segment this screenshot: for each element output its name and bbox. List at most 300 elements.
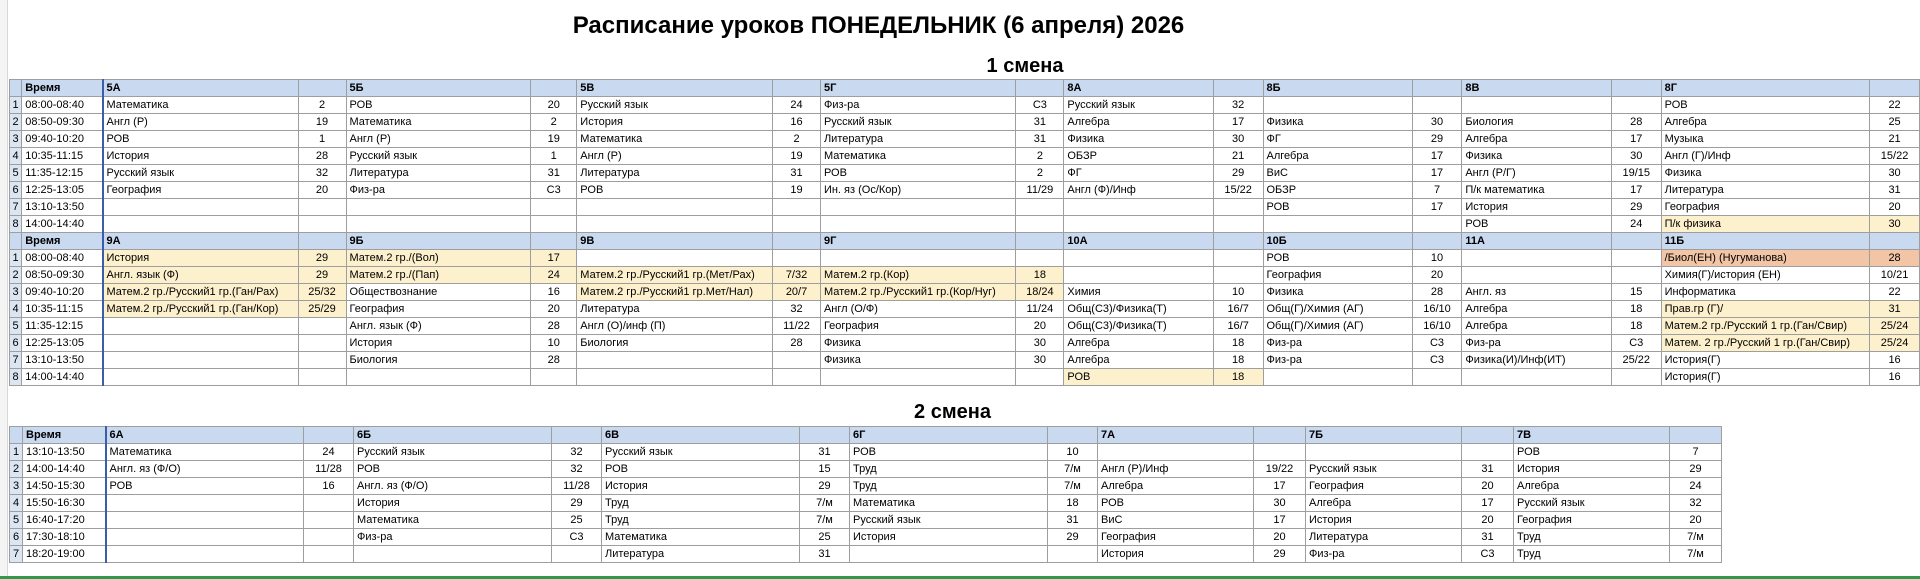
class-header[interactable]: 11А (1462, 233, 1612, 250)
subject-cell[interactable]: Англ. яз (Ф/О) (106, 461, 304, 478)
lesson-time[interactable]: 09:40-10:20 (22, 284, 103, 301)
class-header-room[interactable] (1213, 233, 1263, 250)
subject-cell[interactable]: История (1098, 546, 1254, 563)
lesson-time[interactable]: 09:40-10:20 (22, 131, 103, 148)
room-cell[interactable]: 17 (1611, 131, 1661, 148)
room-cell[interactable]: 11/28 (304, 461, 354, 478)
room-cell[interactable] (298, 352, 346, 369)
subject-cell[interactable]: Русский язык (850, 512, 1048, 529)
room-cell[interactable] (304, 512, 354, 529)
subject-cell[interactable]: Русский язык (354, 444, 552, 461)
class-header[interactable]: 10Б (1263, 233, 1412, 250)
class-header[interactable]: 5Г (820, 80, 1015, 97)
subject-cell[interactable] (1064, 199, 1213, 216)
subject-cell[interactable]: РОВ (850, 444, 1048, 461)
subject-cell[interactable]: Физика (1263, 284, 1412, 301)
class-header[interactable]: 6Г (850, 427, 1048, 444)
lesson-number[interactable]: 3 (10, 131, 22, 148)
subject-cell[interactable]: Физика (820, 335, 1015, 352)
room-cell[interactable]: 24 (1611, 216, 1661, 233)
time-header[interactable]: Время (22, 80, 103, 97)
subject-cell[interactable] (1462, 250, 1612, 267)
subject-cell[interactable]: Англ (Р) (103, 114, 299, 131)
subject-cell[interactable]: Русский язык (103, 165, 299, 182)
subject-cell[interactable] (577, 369, 773, 386)
room-cell[interactable]: 16/10 (1412, 318, 1462, 335)
room-cell[interactable]: 16 (531, 284, 577, 301)
subject-cell[interactable]: Биология (1462, 114, 1612, 131)
subject-cell[interactable]: Матем.2 гр./Русский1 гр.Мет/Нал) (577, 284, 773, 301)
subject-cell[interactable]: Алгебра (1263, 148, 1412, 165)
room-cell[interactable]: 2 (1016, 165, 1064, 182)
room-cell[interactable]: 15/22 (1213, 182, 1263, 199)
room-cell[interactable]: 16/10 (1412, 301, 1462, 318)
room-cell[interactable] (1213, 267, 1263, 284)
lesson-number[interactable]: 6 (10, 182, 22, 199)
class-header[interactable]: 9В (577, 233, 773, 250)
room-cell[interactable]: 20 (1016, 318, 1064, 335)
lesson-time[interactable]: 08:00-08:40 (22, 97, 103, 114)
room-cell[interactable]: 19 (298, 114, 346, 131)
room-cell[interactable]: 17 (531, 250, 577, 267)
subject-cell[interactable]: Матем.2 гр./Русский 1 гр.(Ган/Свир) (1661, 318, 1870, 335)
row-number-cell[interactable] (10, 233, 22, 250)
subject-cell[interactable]: География (103, 182, 299, 199)
subject-cell[interactable]: РОВ (1263, 199, 1412, 216)
subject-cell[interactable] (1263, 216, 1412, 233)
subject-cell[interactable]: РОВ (577, 182, 773, 199)
class-header[interactable]: 10А (1064, 233, 1213, 250)
lesson-time[interactable]: 14:00-14:40 (22, 216, 103, 233)
lesson-number[interactable]: 7 (10, 199, 22, 216)
room-cell[interactable]: 31 (800, 444, 850, 461)
class-header-room[interactable] (304, 427, 354, 444)
room-cell[interactable]: 16 (773, 114, 821, 131)
room-cell[interactable]: 25 (1870, 114, 1920, 131)
class-header[interactable]: 8Б (1263, 80, 1412, 97)
room-cell[interactable] (773, 352, 821, 369)
room-cell[interactable]: 10/21 (1870, 267, 1920, 284)
subject-cell[interactable]: РОВ (1263, 250, 1412, 267)
room-cell[interactable]: 20 (1412, 267, 1462, 284)
subject-cell[interactable]: История (354, 495, 552, 512)
lesson-number[interactable]: 7 (10, 352, 22, 369)
room-cell[interactable]: 16 (1870, 352, 1920, 369)
lesson-time[interactable]: 08:50-09:30 (22, 114, 103, 131)
subject-cell[interactable]: Ин. яз (Ос/Кор) (820, 182, 1015, 199)
subject-cell[interactable] (1306, 444, 1462, 461)
room-cell[interactable]: 28 (1412, 284, 1462, 301)
room-cell[interactable]: 30 (1870, 216, 1920, 233)
room-cell[interactable]: 29 (800, 478, 850, 495)
room-cell[interactable]: 20 (1870, 199, 1920, 216)
subject-cell[interactable]: Информатика (1661, 284, 1870, 301)
subject-cell[interactable]: Физика (820, 352, 1015, 369)
subject-cell[interactable]: Русский язык (1514, 495, 1670, 512)
lesson-number[interactable]: 3 (10, 284, 22, 301)
subject-cell[interactable]: Физ-ра (354, 529, 552, 546)
lesson-number[interactable]: 1 (10, 250, 22, 267)
subject-cell[interactable] (577, 352, 773, 369)
room-cell[interactable]: 32 (298, 165, 346, 182)
row-number-cell[interactable] (10, 80, 22, 97)
room-cell[interactable] (773, 369, 821, 386)
class-header-room[interactable] (1016, 233, 1064, 250)
room-cell[interactable]: 2 (773, 131, 821, 148)
class-header[interactable]: 8В (1462, 80, 1612, 97)
class-header-room[interactable] (1412, 233, 1462, 250)
room-cell[interactable]: 18 (1016, 267, 1064, 284)
room-cell[interactable]: С3 (1412, 352, 1462, 369)
room-cell[interactable]: 19/15 (1611, 165, 1661, 182)
room-cell[interactable]: 19 (773, 182, 821, 199)
room-cell[interactable]: 17 (1254, 478, 1306, 495)
room-cell[interactable]: 29 (1213, 165, 1263, 182)
subject-cell[interactable]: Алгебра (1661, 114, 1870, 131)
subject-cell[interactable]: Литература (577, 165, 773, 182)
subject-cell[interactable]: Обществознание (346, 284, 531, 301)
subject-cell[interactable]: Русский язык (577, 97, 773, 114)
time-header[interactable]: Время (23, 427, 106, 444)
time-header[interactable]: Время (22, 233, 103, 250)
room-cell[interactable]: 31 (531, 165, 577, 182)
subject-cell[interactable]: Математика (850, 495, 1048, 512)
subject-cell[interactable] (577, 216, 773, 233)
room-cell[interactable]: 31 (1870, 182, 1920, 199)
lesson-time[interactable]: 11:35-12:15 (22, 165, 103, 182)
room-cell[interactable]: 28 (531, 352, 577, 369)
room-cell[interactable] (298, 199, 346, 216)
room-cell[interactable]: 17 (1412, 148, 1462, 165)
subject-cell[interactable]: Англ. язык (Ф) (103, 267, 299, 284)
subject-cell[interactable]: Англ. язык (Ф) (346, 318, 531, 335)
room-cell[interactable] (298, 216, 346, 233)
class-header-room[interactable] (1611, 80, 1661, 97)
class-header-room[interactable] (773, 233, 821, 250)
subject-cell[interactable]: Труд (1514, 546, 1670, 563)
lesson-number[interactable]: 8 (10, 369, 22, 386)
room-cell[interactable]: 7/м (1048, 478, 1098, 495)
room-cell[interactable]: 11/29 (1016, 182, 1064, 199)
subject-cell[interactable]: П/к математика (1462, 182, 1612, 199)
room-cell[interactable]: 7/32 (773, 267, 821, 284)
room-cell[interactable]: 22 (1870, 284, 1920, 301)
room-cell[interactable] (1611, 250, 1661, 267)
room-cell[interactable]: 25/29 (298, 301, 346, 318)
room-cell[interactable]: 17 (1611, 182, 1661, 199)
subject-cell[interactable] (103, 335, 299, 352)
subject-cell[interactable]: Литература (577, 301, 773, 318)
room-cell[interactable]: 30 (1016, 352, 1064, 369)
class-header[interactable]: 7Б (1306, 427, 1462, 444)
subject-cell[interactable]: ФГ (1064, 165, 1213, 182)
subject-cell[interactable]: История (602, 478, 800, 495)
class-header-room[interactable] (531, 80, 577, 97)
subject-cell[interactable]: География (346, 301, 531, 318)
subject-cell[interactable]: РОВ (820, 165, 1015, 182)
room-cell[interactable] (1213, 250, 1263, 267)
room-cell[interactable]: 32 (1670, 495, 1722, 512)
subject-cell[interactable]: География (1514, 512, 1670, 529)
class-header-room[interactable] (1462, 427, 1514, 444)
subject-cell[interactable]: Русский язык (1306, 461, 1462, 478)
room-cell[interactable]: 31 (1870, 301, 1920, 318)
class-header[interactable]: 9А (103, 233, 299, 250)
subject-cell[interactable]: Труд (850, 461, 1048, 478)
subject-cell[interactable]: Математика (602, 529, 800, 546)
room-cell[interactable] (531, 216, 577, 233)
room-cell[interactable] (1016, 216, 1064, 233)
subject-cell[interactable]: География (1263, 267, 1412, 284)
room-cell[interactable] (1213, 199, 1263, 216)
subject-cell[interactable]: Русский язык (346, 148, 531, 165)
subject-cell[interactable]: Физика (1064, 131, 1213, 148)
room-cell[interactable]: 21 (1870, 131, 1920, 148)
room-cell[interactable]: 29 (1048, 529, 1098, 546)
subject-cell[interactable]: Литература (1661, 182, 1870, 199)
room-cell[interactable] (1412, 216, 1462, 233)
room-cell[interactable]: 11/22 (773, 318, 821, 335)
subject-cell[interactable] (106, 512, 304, 529)
room-cell[interactable]: 7/м (1670, 529, 1722, 546)
class-header[interactable]: 11Б (1661, 233, 1870, 250)
room-cell[interactable]: 20/7 (773, 284, 821, 301)
room-cell[interactable] (1016, 199, 1064, 216)
room-cell[interactable]: 19 (773, 148, 821, 165)
room-cell[interactable]: 30 (1611, 148, 1661, 165)
lesson-time[interactable]: 14:00-14:40 (22, 369, 103, 386)
subject-cell[interactable]: РОВ (1462, 216, 1612, 233)
lesson-time[interactable]: 14:00-14:40 (23, 461, 106, 478)
class-header-room[interactable] (552, 427, 602, 444)
subject-cell[interactable]: Литература (346, 165, 531, 182)
room-cell[interactable] (1048, 546, 1098, 563)
subject-cell[interactable]: ФГ (1263, 131, 1412, 148)
subject-cell[interactable]: Матем.2 гр.(Кор) (820, 267, 1015, 284)
room-cell[interactable]: 18 (1213, 352, 1263, 369)
room-cell[interactable] (773, 250, 821, 267)
room-cell[interactable]: 25/22 (1611, 352, 1661, 369)
subject-cell[interactable]: Матем.2 гр./(Пап) (346, 267, 531, 284)
subject-cell[interactable]: Матем.2 гр./(Вол) (346, 250, 531, 267)
room-cell[interactable] (1611, 369, 1661, 386)
subject-cell[interactable]: История (103, 250, 299, 267)
subject-cell[interactable]: Физика (1661, 165, 1870, 182)
room-cell[interactable] (304, 495, 354, 512)
room-cell[interactable] (298, 318, 346, 335)
class-header-room[interactable] (1870, 80, 1920, 97)
subject-cell[interactable]: Литература (1306, 529, 1462, 546)
room-cell[interactable] (304, 529, 354, 546)
room-cell[interactable]: 15/22 (1870, 148, 1920, 165)
room-cell[interactable]: 19/22 (1254, 461, 1306, 478)
subject-cell[interactable]: История(Г) (1661, 352, 1870, 369)
subject-cell[interactable] (1263, 369, 1412, 386)
class-header[interactable]: 9Б (346, 233, 531, 250)
subject-cell[interactable]: РОВ (1064, 369, 1213, 386)
room-cell[interactable]: С3 (1016, 97, 1064, 114)
room-cell[interactable] (1412, 97, 1462, 114)
class-header-room[interactable] (298, 80, 346, 97)
room-cell[interactable]: 30 (1412, 114, 1462, 131)
class-header-room[interactable] (1254, 427, 1306, 444)
room-cell[interactable]: 20 (531, 97, 577, 114)
room-cell[interactable]: 31 (1016, 131, 1064, 148)
room-cell[interactable] (531, 199, 577, 216)
subject-cell[interactable] (820, 369, 1015, 386)
subject-cell[interactable]: Физика (1462, 148, 1612, 165)
lesson-time[interactable]: 12:25-13:05 (22, 182, 103, 199)
subject-cell[interactable]: Математика (577, 131, 773, 148)
room-cell[interactable]: 32 (552, 461, 602, 478)
lesson-number[interactable]: 8 (10, 216, 22, 233)
room-cell[interactable]: 24 (773, 97, 821, 114)
lesson-number[interactable]: 5 (10, 512, 23, 529)
room-cell[interactable] (531, 369, 577, 386)
subject-cell[interactable]: РОВ (602, 461, 800, 478)
room-cell[interactable] (1462, 444, 1514, 461)
subject-cell[interactable]: География (1306, 478, 1462, 495)
subject-cell[interactable]: Общ(С3)/Физика(Т) (1064, 301, 1213, 318)
subject-cell[interactable]: Матем.2 гр./Русский1 гр.(Ган/Кор) (103, 301, 299, 318)
room-cell[interactable]: 2 (1016, 148, 1064, 165)
room-cell[interactable]: 16 (304, 478, 354, 495)
room-cell[interactable]: 18/24 (1016, 284, 1064, 301)
subject-cell[interactable]: Англ (Ф)/Инф (1064, 182, 1213, 199)
subject-cell[interactable]: Труд (1514, 529, 1670, 546)
subject-cell[interactable]: Матем.2 гр./Русский1 гр.(Ган/Рах) (103, 284, 299, 301)
subject-cell[interactable]: Литература (602, 546, 800, 563)
class-header-room[interactable] (1412, 80, 1462, 97)
room-cell[interactable]: 17 (1254, 512, 1306, 529)
lesson-time[interactable]: 14:50-15:30 (23, 478, 106, 495)
room-cell[interactable]: 29 (298, 250, 346, 267)
room-cell[interactable]: С3 (552, 529, 602, 546)
room-cell[interactable]: 16/7 (1213, 301, 1263, 318)
room-cell[interactable]: 32 (1213, 97, 1263, 114)
subject-cell[interactable]: Русский язык (602, 444, 800, 461)
room-cell[interactable]: 7/м (1048, 461, 1098, 478)
lesson-time[interactable]: 10:35-11:15 (22, 148, 103, 165)
subject-cell[interactable]: Физика(И)/Инф(ИТ) (1462, 352, 1612, 369)
room-cell[interactable]: 32 (773, 301, 821, 318)
subject-cell[interactable]: РОВ (346, 97, 531, 114)
subject-cell[interactable]: Физ-ра (1462, 335, 1612, 352)
class-header[interactable]: 8Г (1661, 80, 1870, 97)
subject-cell[interactable]: Алгебра (1462, 131, 1612, 148)
subject-cell[interactable] (103, 318, 299, 335)
lesson-number[interactable]: 6 (10, 529, 23, 546)
room-cell[interactable] (298, 335, 346, 352)
lesson-time[interactable]: 18:20-19:00 (23, 546, 106, 563)
room-cell[interactable]: 2 (531, 114, 577, 131)
subject-cell[interactable]: Математика (106, 444, 304, 461)
subject-cell[interactable]: Алгебра (1514, 478, 1670, 495)
room-cell[interactable]: 11/24 (1016, 301, 1064, 318)
subject-cell[interactable]: РОВ (106, 478, 304, 495)
room-cell[interactable]: 17 (1213, 114, 1263, 131)
room-cell[interactable]: 7/м (800, 495, 850, 512)
room-cell[interactable]: 29 (298, 267, 346, 284)
subject-cell[interactable]: ОБЗР (1064, 148, 1213, 165)
class-header[interactable]: 6А (106, 427, 304, 444)
room-cell[interactable]: 15 (1611, 284, 1661, 301)
subject-cell[interactable]: Англ. яз (Ф/О) (354, 478, 552, 495)
room-cell[interactable]: 16/7 (1213, 318, 1263, 335)
subject-cell[interactable] (346, 216, 531, 233)
room-cell[interactable]: 20 (1670, 512, 1722, 529)
subject-cell[interactable]: Химия(Г)/история (ЕН) (1661, 267, 1870, 284)
lesson-number[interactable]: 2 (10, 267, 22, 284)
lesson-number[interactable]: 5 (10, 318, 22, 335)
subject-cell[interactable]: Музыка (1661, 131, 1870, 148)
class-header-room[interactable] (1213, 80, 1263, 97)
room-cell[interactable]: 18 (1213, 369, 1263, 386)
room-cell[interactable]: 28 (531, 318, 577, 335)
subject-cell[interactable] (106, 529, 304, 546)
subject-cell[interactable] (1263, 97, 1412, 114)
room-cell[interactable] (552, 546, 602, 563)
room-cell[interactable]: 29 (552, 495, 602, 512)
subject-cell[interactable] (850, 546, 1048, 563)
lesson-number[interactable]: 3 (10, 478, 23, 495)
room-cell[interactable]: 20 (1254, 529, 1306, 546)
class-header[interactable]: 9Г (820, 233, 1015, 250)
subject-cell[interactable]: Англ (Г)/Инф (1661, 148, 1870, 165)
room-cell[interactable]: 25/32 (298, 284, 346, 301)
subject-cell[interactable]: География (1661, 199, 1870, 216)
subject-cell[interactable]: Труд (602, 495, 800, 512)
room-cell[interactable]: С3 (1412, 335, 1462, 352)
subject-cell[interactable]: Алгебра (1462, 301, 1612, 318)
subject-cell[interactable]: Литература (820, 131, 1015, 148)
room-cell[interactable]: 28 (1870, 250, 1920, 267)
subject-cell[interactable]: Англ (Р)/Инф (1098, 461, 1254, 478)
subject-cell[interactable] (1462, 267, 1612, 284)
subject-cell[interactable] (1064, 216, 1213, 233)
subject-cell[interactable]: История (103, 148, 299, 165)
subject-cell[interactable]: История(Г) (1661, 369, 1870, 386)
class-header[interactable]: 6В (602, 427, 800, 444)
room-cell[interactable]: 17 (1412, 199, 1462, 216)
room-cell[interactable]: 16 (1870, 369, 1920, 386)
subject-cell[interactable]: История (850, 529, 1048, 546)
subject-cell[interactable]: География (820, 318, 1015, 335)
room-cell[interactable] (1611, 267, 1661, 284)
subject-cell[interactable] (103, 216, 299, 233)
room-cell[interactable]: 18 (1213, 335, 1263, 352)
subject-cell[interactable]: Матем.2 гр./Русский1 гр.(Кор/Нуг) (820, 284, 1015, 301)
subject-cell[interactable] (354, 546, 552, 563)
subject-cell[interactable] (103, 352, 299, 369)
room-cell[interactable]: 2 (298, 97, 346, 114)
room-cell[interactable]: 31 (1462, 529, 1514, 546)
lesson-number[interactable]: 7 (10, 546, 23, 563)
room-cell[interactable]: 25 (552, 512, 602, 529)
room-cell[interactable]: 29 (1254, 546, 1306, 563)
lesson-number[interactable]: 5 (10, 165, 22, 182)
subject-cell[interactable]: Общ(Г)/Химия (АГ) (1263, 301, 1412, 318)
subject-cell[interactable]: Англ (О)/инф (П) (577, 318, 773, 335)
subject-cell[interactable] (1064, 267, 1213, 284)
class-header-room[interactable] (1048, 427, 1098, 444)
subject-cell[interactable]: Физ-ра (1263, 335, 1412, 352)
lesson-time[interactable]: 13:10-13:50 (23, 444, 106, 461)
subject-cell[interactable]: РОВ (1098, 495, 1254, 512)
room-cell[interactable] (773, 199, 821, 216)
room-cell[interactable]: С3 (1611, 335, 1661, 352)
subject-cell[interactable]: Алгебра (1064, 352, 1213, 369)
